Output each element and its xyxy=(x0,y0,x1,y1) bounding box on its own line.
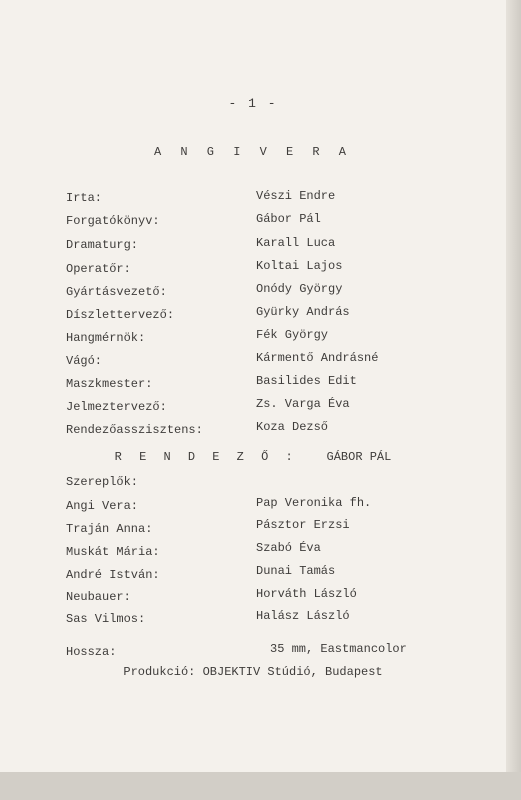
crew-role: Dramaturg: xyxy=(66,238,139,252)
crew-role: Gyártásvezető: xyxy=(66,285,167,299)
crew-role: Hangmérnök: xyxy=(66,331,146,345)
cast-name: Dunai Tamás xyxy=(256,564,336,578)
page-number: - 1 - xyxy=(228,96,278,111)
cast-name: Horváth László xyxy=(256,587,357,601)
director-name: GÁBOR PÁL xyxy=(326,450,392,464)
crew-role: Irta: xyxy=(66,191,103,205)
page-edge xyxy=(506,0,521,800)
cast-role: Sas Vilmos: xyxy=(66,612,146,626)
crew-name: Karall Luca xyxy=(256,236,336,250)
crew-role: Rendezőasszisztens: xyxy=(66,423,203,437)
crew-role: Jelmeztervező: xyxy=(66,400,167,414)
director-line xyxy=(0,450,506,464)
crew-name: Kármentő Andrásné xyxy=(256,351,379,365)
crew-name: Koltai Lajos xyxy=(256,259,343,273)
cast-heading: Szereplők: xyxy=(66,475,139,489)
crew-name: Vészi Endre xyxy=(256,189,336,203)
crew-name: Gyürky András xyxy=(256,305,350,319)
cast-role: Angi Vera: xyxy=(66,499,139,513)
cast-name: Pap Veronika fh. xyxy=(256,496,372,510)
crew-name: Gábor Pál xyxy=(256,212,321,226)
cast-role: Muskát Mária: xyxy=(66,545,160,559)
cast-name: Pásztor Erzsi xyxy=(256,518,350,532)
crew-name: Koza Dezső xyxy=(256,420,329,434)
crew-name: Zs. Varga Éva xyxy=(256,397,350,411)
crew-name: Onódy György xyxy=(256,282,343,296)
cast-role: André István: xyxy=(66,568,160,582)
director-label: R E N D E Z Ő : xyxy=(114,450,298,464)
cast-role: Neubauer: xyxy=(66,590,131,604)
length-label: Hossza: xyxy=(66,645,117,659)
crew-role: Maszkmester: xyxy=(66,377,153,391)
cast-role: Traján Anna: xyxy=(66,522,153,536)
cast-name: Halász László xyxy=(256,609,350,623)
crew-role: Díszlettervező: xyxy=(66,308,175,322)
page-bottom-edge xyxy=(0,772,521,800)
cast-name: Szabó Éva xyxy=(256,541,321,555)
length-value: 35 mm, Eastmancolor xyxy=(270,642,407,656)
crew-name: Basilides Edit xyxy=(256,374,357,388)
crew-name: Fék György xyxy=(256,328,329,342)
film-title: A N G I V E R A xyxy=(153,145,353,159)
crew-role: Vágó: xyxy=(66,354,103,368)
crew-role: Operatőr: xyxy=(66,262,131,276)
crew-role: Forgatókönyv: xyxy=(66,214,160,228)
production-line: Produkció: OBJEKTIV Stúdió, Budapest xyxy=(123,665,383,679)
